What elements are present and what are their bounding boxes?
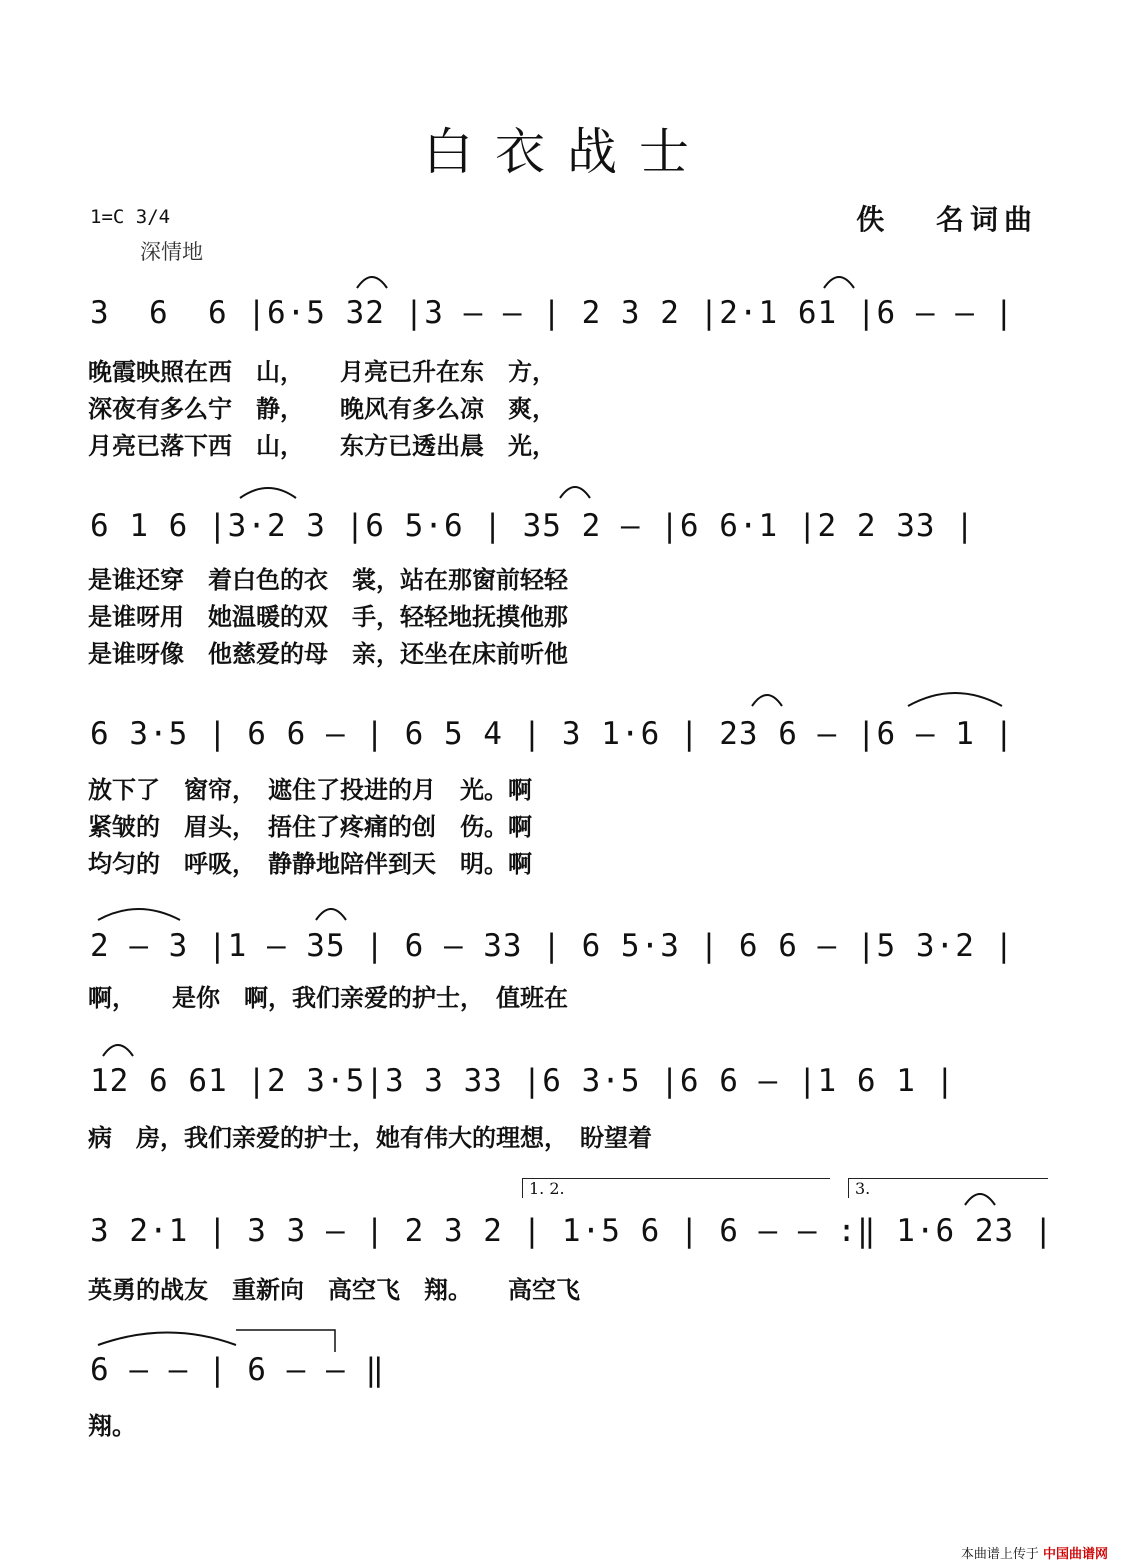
slur [357, 277, 387, 288]
slur [560, 487, 590, 498]
slur [98, 909, 180, 920]
lyric-line-3-verse-2: 紧皱的 眉头， 捂住了疼痛的创 伤。啊 [88, 812, 532, 841]
lyric-line-2-verse-1: 是谁还穿 着白色的衣 裳，站在那窗前轻轻 [88, 565, 568, 594]
slur [965, 1194, 995, 1205]
notation-line-2: 6 1 6 |3·2 3 |6 5·6 | 35 2 – |6 6·1 |2 2 33 | [90, 508, 975, 544]
slur [316, 909, 346, 920]
song-title: 白衣战士 [423, 123, 711, 181]
footer-site-logo[interactable]: 中国曲谱网 [1042, 1547, 1108, 1562]
footer [961, 1543, 1108, 1562]
footer-prefix: 本曲谱上传于 [960, 1547, 1039, 1562]
notation-line-7: 6 – – | 6 – – ‖ [90, 1352, 385, 1388]
lyric-line-1-verse-3: 月亮已落下西 山， 东方已透出晨 光， [88, 431, 556, 460]
notation-line-5: 12 6 61 |2 3·5|3 3 33 |6 3·5 |6 6 – |1 6 1 | [90, 1063, 956, 1099]
notation-line-6: 3 2·1 | 3 3 – | 2 3 2 | 1·5 6 | 6 – – :‖ 1·6 23 | [90, 1213, 1054, 1249]
lyric-line-3-verse-1: 放下了 窗帘， 遮住了投进的月 光。啊 [88, 775, 532, 804]
credit: 佚 名词曲 [856, 203, 1038, 236]
lyric-line-6: 英勇的战友 重新向 高空飞 翔。 高空飞 [88, 1275, 580, 1304]
notation-line-1: 3 6 6 |6·5 32 |3 – – | 2 3 2 |2·1 61 |6 – – | [90, 295, 1015, 331]
slur [98, 1333, 236, 1346]
lyric-line-5: 病 房，我们亲爱的护士，她有伟大的理想， 盼望着 [88, 1123, 652, 1152]
volta-third-ending-label: 3. [855, 1179, 871, 1198]
slur [908, 693, 1002, 706]
lyric-line-2-verse-3: 是谁呀像 他慈爱的母 亲，还坐在床前听他 [88, 639, 568, 668]
slur [824, 277, 854, 288]
lyric-line-3-verse-3: 均匀的 呼吸， 静静地陪伴到天 明。啊 [88, 849, 532, 878]
dashed-volta-end [236, 1330, 335, 1352]
lyric-line-1-verse-2: 深夜有多么宁 静， 晚风有多么凉 爽， [88, 394, 556, 423]
lyric-line-1-verse-1: 晚霞映照在西 山， 月亮已升在东 方， [88, 357, 556, 386]
lyric-line-7: 翔。 [88, 1411, 136, 1440]
slur [103, 1045, 133, 1056]
notation-line-3: 6 3·5 | 6 6 – | 6 5 4 | 3 1·6 | 23 6 – |6 – 1 | [90, 716, 1015, 752]
key-signature: 1=C 3/4 [90, 206, 171, 228]
tempo-mark: 深情地 [140, 240, 203, 264]
slur [240, 488, 296, 498]
volta-first-ending-label: 1. 2. [529, 1179, 565, 1198]
slur [752, 695, 782, 706]
lyric-line-2-verse-2: 是谁呀用 她温暖的双 手，轻轻地抚摸他那 [88, 602, 568, 631]
notation-line-4: 2 – 3 |1 – 35 | 6 – 33 | 6 5·3 | 6 6 – |5 3·2 | [90, 928, 1015, 964]
lyric-line-4: 啊， 是你 啊，我们亲爱的护士， 值班在 [88, 983, 568, 1012]
